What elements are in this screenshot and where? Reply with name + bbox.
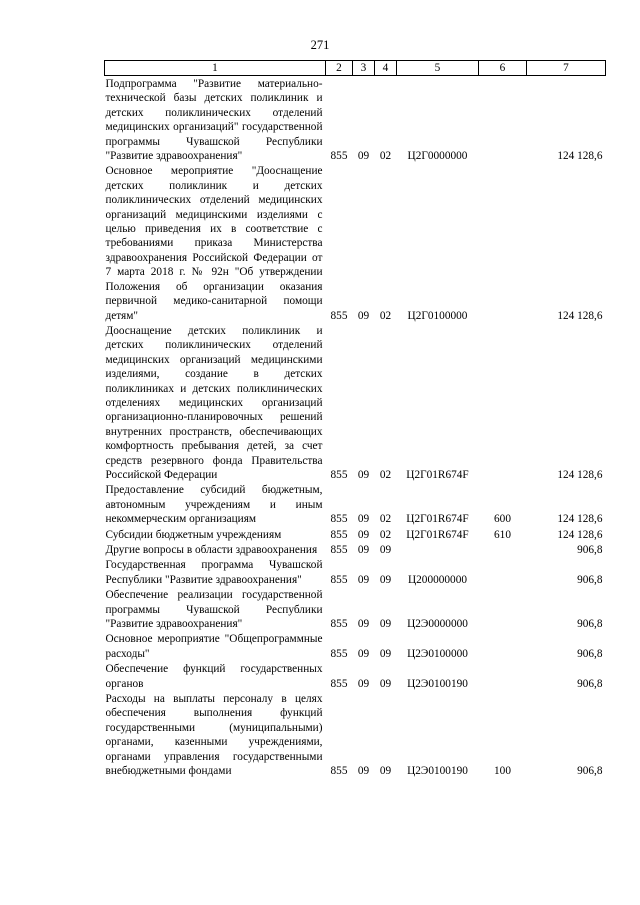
row-expense-type-code [479,557,527,587]
row-subsection-code: 02 [379,309,392,322]
header-cell: 2 [326,61,353,76]
row-target-code: Ц200000000 [408,573,467,586]
row-amount: 124 128,6 [557,468,603,481]
row-expense-type-code [479,76,527,164]
row-name-cell: Обеспечение реализации государственной программы Чувашской Республики "Развитие здравоохранения" [105,589,323,631]
row-name-cell: Дооснащение детских поликлиник и детских поликлинических отделений медицинских организаций медицинскими изделиями, создание в детских поликлиниках и детских поликлинических отделениях медицинских организаций организационно-планировочных решений внутренних пространств, обеспечивающих комфортность пребывания детей, за счет средств резервного фонда Правительства Российской Федерации [105,324,323,481]
header-cell: 3 [353,61,375,76]
row-name-cell: Государственная программа Чувашской Республики "Развитие здравоохранения" [105,559,323,586]
table-row [105,587,606,631]
row-ministry-code: 855 [330,528,348,541]
row-name-cell: Расходы на выплаты персоналу в целях обеспечения выполнения функций государственными (муниципальными) органами, казенными учреждениями, органами управления государственными внебюджетными фондами [105,693,323,778]
row-section-code: 09 [357,468,370,481]
row-name-cell: Обеспечение функций государственных органов [105,663,323,690]
row-target-code: Ц2Э0100190 [407,677,468,690]
row-section-code: 09 [357,528,370,541]
header-cell: 4 [375,61,397,76]
table-row [105,323,606,482]
row-amount: 906,8 [577,677,603,690]
row-target-code: Ц2Г01R674F [406,468,469,481]
row-target-code: Ц2Э0000000 [407,618,468,631]
row-ministry-code: 855 [330,765,348,778]
row-amount: 124 128,6 [557,513,603,526]
row-ministry-code: 855 [330,647,348,660]
header-cell: 7 [527,61,606,76]
row-expense-type-code [479,542,527,557]
row-amount: 906,8 [577,544,603,556]
row-section-code: 09 [357,544,370,556]
row-target-code: Ц2Э0100190 [407,765,468,778]
header-cell: 5 [397,61,479,76]
row-section-code: 09 [357,647,370,660]
budget-table [104,60,606,779]
row-ministry-code: 855 [330,150,348,163]
row-target-code: Ц2Г01R674F [406,513,469,526]
page-number: 271 [310,38,330,52]
row-expense-type-code [479,163,527,322]
table-header-row [105,61,606,76]
row-section-code: 09 [357,309,370,322]
row-section-code: 09 [357,765,370,778]
row-target-code: Ц2Г01R674F [406,528,469,541]
table-row [105,76,606,164]
row-subsection-code: 02 [379,528,392,541]
row-name-cell: Предоставление субсидий бюджетным, автономным учреждениям и иным некоммерческим организациям [105,484,323,526]
row-section-code: 09 [357,677,370,690]
row-subsection-code: 02 [379,468,392,481]
row-expense-type-code: 600 [494,513,511,526]
row-amount: 906,8 [577,647,603,660]
row-section-code: 09 [357,618,370,631]
row-expense-type-code [479,661,527,691]
table-row [105,631,606,661]
row-subsection-code: 09 [379,765,392,778]
row-expense-type-code: 610 [494,528,511,541]
row-subsection-code: 09 [379,618,392,631]
row-subsection-code: 09 [379,573,392,586]
row-expense-type-code [479,323,527,482]
row-amount: 124 128,6 [557,309,603,322]
header-cell: 1 [105,61,326,76]
table-row [105,691,606,778]
row-section-code: 09 [357,573,370,586]
table-row [105,542,606,557]
row-target-code: Ц2Э0100000 [407,647,468,660]
table-row [105,527,606,542]
table-row [105,163,606,322]
row-amount: 906,8 [577,573,603,586]
row-subsection-code: 02 [379,513,392,526]
row-name-cell: Подпрограмма "Развитие материально-технической базы детских поликлиник и детских поликлинических отделений медицинских организаций" государственной программы Чувашской Республики "Развитие здравоохранения" [105,78,323,163]
row-amount: 906,8 [577,618,603,631]
row-target-code [397,542,479,557]
row-subsection-code: 09 [379,677,392,690]
row-section-code: 09 [357,150,370,163]
table-row [105,557,606,587]
row-ministry-code: 855 [330,309,348,322]
row-amount: 124 128,6 [557,150,603,163]
row-target-code: Ц2Г0000000 [407,150,468,163]
row-section-code: 09 [357,513,370,526]
row-amount: 906,8 [577,765,603,778]
row-target-code: Ц2Г0100000 [407,309,468,322]
row-subsection-code: 02 [379,150,392,163]
row-expense-type-code [479,587,527,631]
row-subsection-code: 09 [379,544,392,556]
row-name-cell: Основное мероприятие "Дооснащение детских поликлиник и детских поликлинических отделений медицинских организаций медицинскими изделиями с целью приведения их в соответствие с требованиями приказа Министерства здравоохранения Российской Федерации от 7 марта 2018 г. № 92н "Об утверждении Положения об организации оказания первичной медико-санитарной помощи детям" [105,165,323,322]
row-expense-type-code: 100 [494,765,511,778]
row-ministry-code: 855 [330,618,348,631]
row-ministry-code: 855 [330,544,348,556]
row-name-cell: Субсидии бюджетным учреждениям [105,528,282,541]
row-ministry-code: 855 [330,513,348,526]
row-name-cell: Основное мероприятие "Общепрограммные расходы" [105,633,323,660]
row-expense-type-code [479,631,527,661]
header-cell: 6 [479,61,527,76]
row-amount: 124 128,6 [557,528,603,541]
table-row [105,482,606,526]
row-subsection-code: 09 [379,647,392,660]
row-name-cell: Другие вопросы в области здравоохранения [105,544,318,556]
row-ministry-code: 855 [330,573,348,586]
table-row [105,661,606,691]
row-ministry-code: 855 [330,677,348,690]
row-ministry-code: 855 [330,468,348,481]
